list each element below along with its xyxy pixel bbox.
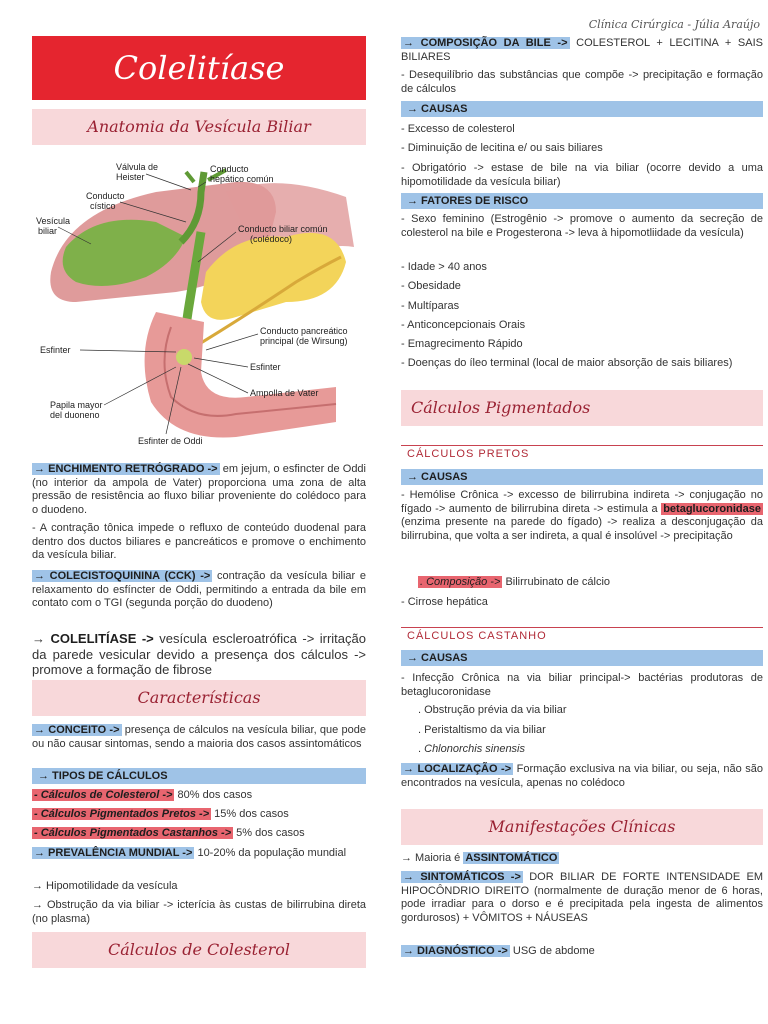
- localizacao-paragraph: [401, 763, 763, 790]
- section-anatomy-title: Anatomia da Vesícula Biliar: [87, 117, 311, 136]
- ampulla-shape: [176, 349, 192, 365]
- fator-item-1: - Sexo feminino (Estrogênio -> promove o aumento da secreção de colesterol na bile e Progesterona -> leva à hipomotliidade da vesícula): [401, 213, 763, 239]
- sintomaticos-label: → SINTOMÁTICOS ->: [403, 871, 521, 883]
- causas-header: → CAUSAS: [401, 101, 763, 117]
- localizacao-text: Formação exclusiva na via biliar, ou seja, não são encontrados na vesícula, apenas no colédoco: [401, 763, 763, 789]
- infeccao-paragraph: - Infecção Crônica na via biliar principal-> bactérias produtoras de betaglucoronidase: [401, 672, 763, 698]
- section-cholesterol-header: [32, 932, 366, 968]
- tipo-colesterol: [32, 789, 366, 803]
- castanho-item-2: . Peristaltismo da via biliar: [418, 724, 546, 736]
- diagram-label-coledoco-2: (colédoco): [250, 234, 293, 244]
- diagram-label-papila-1: Papila mayor: [50, 400, 103, 410]
- diagnostico-text: USG de abdome: [509, 945, 595, 957]
- tipos-header: → TIPOS DE CÁLCULOS: [32, 768, 366, 784]
- causa-item-2: - Diminuição de lecitina e/ ou sais biliares: [401, 142, 603, 154]
- colelitiase-text: vesícula escleroatrófica -> irritação da parede vesicular devido a presença dos cálculos -> promove a formação de fibrose: [32, 631, 366, 677]
- tipo-castanhos: [32, 827, 366, 841]
- composicao-pretos: [418, 576, 763, 590]
- sintomaticos-paragraph: [401, 871, 763, 925]
- castanho-causas-header: → CAUSAS: [401, 650, 763, 666]
- section-characteristics-title: Características: [137, 688, 261, 707]
- tipo-pretos: [32, 808, 366, 822]
- diagram-label-esfinter-2: Esfinter: [250, 362, 281, 372]
- diagram-label-conducto: Conducto: [86, 191, 125, 201]
- section-clinical-title: Manifestações Clínicas: [488, 817, 676, 836]
- page-title: Colelitíase: [113, 49, 285, 87]
- conceito-paragraph: [32, 724, 366, 751]
- castanho-rule: [401, 627, 763, 628]
- betaglucoronidase-highlight: betaglucoronidase: [663, 502, 761, 515]
- tipo-castanhos-label: - Cálculos Pigmentados Castanhos ->: [34, 827, 232, 839]
- diagram-label-vesicula: Vesícula: [36, 216, 71, 226]
- fator-item-5: - Anticoncepcionais Orais: [401, 319, 526, 331]
- colelitiase-paragraph: [32, 631, 366, 678]
- section-pigment-header: [401, 390, 763, 426]
- prevalencia-text: 10-20% da população mundial: [194, 847, 347, 859]
- diagram-label-heister: Heister: [116, 172, 145, 182]
- obstrucao-item: → Obstrução da via biliar -> icterícia às custas de bilirrubina direta (no plasma): [32, 899, 366, 925]
- causa-item-3: - Obrigatório -> estase de bile na via biliar (ocorre devido a uma hipomotilidade da vesícula biliar): [401, 162, 763, 188]
- tipo-castanhos-text: 5% dos casos: [233, 827, 305, 839]
- author-header: Clínica Cirúrgica - Júlia Araújo: [588, 18, 760, 31]
- cck-text: contração da vesícula biliar e relaxamento do esfíncter de Oddi, permitindo a entrada da bile em contato com o TGI (segunda porção do duodeno): [32, 570, 366, 610]
- fator-item-6: - Emagrecimento Rápido: [401, 338, 523, 350]
- composicao-text: COLESTEROL + LECITINA + SAIS BILIARES: [401, 37, 764, 63]
- chlonorchis-dot: .: [418, 743, 425, 755]
- composicao-pretos-label: . Composição ->: [420, 576, 501, 588]
- sintomaticos-text: DOR BILIAR DE FORTE INTENSIDADE EM HIPOCÔNDRIO DIREITO (normalmente de duração menor de 6 horas, pode irradiar para o dorso e é precipitada pela ingesta de alimentos gordurosos) + VÔMITOS + NÁUSEAS: [401, 871, 763, 924]
- fatores-header: → FATORES DE RISCO: [401, 193, 763, 209]
- castanho-title: CÁLCULOS CASTANHO: [407, 630, 547, 642]
- maioria-pre: → Maioria é: [401, 852, 464, 864]
- fator-item-7: - Doenças do íleo terminal (local de maior absorção de sais biliares): [401, 357, 733, 369]
- diagram-label-cistico: cístico: [90, 201, 116, 211]
- tipo-pretos-text: 15% dos casos: [211, 808, 289, 820]
- castanho-item-1: . Obstrução prévia da via biliar: [418, 704, 567, 716]
- section-characteristics-header: [32, 680, 366, 716]
- section-anatomy-header: [32, 109, 366, 145]
- diagram-label-esfinter-1: Esfinter: [40, 345, 71, 355]
- diagram-label-ampola: Ampolla de Vater: [250, 388, 319, 398]
- title-banner: [32, 36, 366, 100]
- causa-item-1: - Excesso de colesterol: [401, 123, 515, 135]
- pretos-rule: [401, 445, 763, 446]
- hemolise-pre: - Hemólise Crônica -> excesso de bilirrubina indireta -> conjugação no fígado -> aumento de bilirrubina direta -> estimula a: [401, 489, 763, 515]
- assintomatico-highlight: ASSINTOMÁTICO: [465, 852, 558, 864]
- hipomotilidade-item: → Hipomotilidade da vesícula: [32, 880, 178, 892]
- diagram-label-coledoco-1: Conducto biliar común: [238, 224, 328, 234]
- conceito-text: presença de cálculos na vesícula biliar, que pode ou não causar sintomas, sendo a maioria dos casos assintomáticos: [32, 724, 366, 750]
- cck-paragraph: [32, 570, 366, 611]
- castanho-item-3: [418, 743, 763, 757]
- conceito-label: → CONCEITO ->: [34, 724, 120, 736]
- pretos-title: CÁLCULOS PRETOS: [407, 448, 530, 460]
- diagnostico-paragraph: [401, 945, 763, 959]
- tipo-colesterol-text: 80% dos casos: [174, 789, 253, 801]
- diagram-label-pancreatico-2: principal (de Wirsung): [260, 336, 348, 346]
- fator-item-4: - Multíparas: [401, 300, 460, 312]
- diagram-label-biliar: biliar: [38, 226, 58, 236]
- diagram-label-papila-2: del duoneno: [50, 410, 100, 420]
- cck-label: → COLECISTOQUININA (CCK) ->: [34, 570, 211, 582]
- prevalencia-label: → PREVALÊNCIA MUNDIAL ->: [34, 847, 193, 859]
- desequilibrio-paragraph: - Desequilíbrio das substâncias que compõe -> precipitação e formação de cálculos: [401, 69, 763, 95]
- fator-item-2: - Idade > 40 anos: [401, 261, 487, 273]
- section-cholesterol-title: Cálculos de Colesterol: [108, 940, 290, 959]
- composicao-pretos-text: Bilirrubinato de cálcio: [502, 576, 611, 588]
- gallbladder-illustration: [36, 152, 362, 452]
- maioria-paragraph: [401, 852, 763, 866]
- anatomy-diagram: [36, 152, 362, 452]
- enchimento-paragraph: [32, 463, 366, 517]
- cirrose-item: - Cirrose hepática: [401, 596, 488, 608]
- diagram-label-valvula: Válvula de: [116, 162, 159, 172]
- enchimento-text: em jejum, o esfincter de Oddi (no interior da ampola de Vater) proporciona uma zona de alta pressão de resistência ao fluxo biliar proveniente do colédoco para o duodeno.: [32, 463, 366, 516]
- diagram-label-oddi: Esfinter de Oddi: [138, 436, 203, 446]
- hemolise-paragraph: [401, 489, 763, 543]
- composicao-label: → COMPOSIÇÃO DA BILE ->: [403, 37, 568, 49]
- localizacao-label: → LOCALIZAÇÃO ->: [403, 763, 512, 775]
- fator-item-3: - Obesidade: [401, 280, 461, 292]
- diagnostico-label: → DIAGNÓSTICO ->: [403, 945, 508, 957]
- tipo-pretos-label: - Cálculos Pigmentados Pretos ->: [34, 808, 210, 820]
- contracao-paragraph: - A contração tônica impede o refluxo de conteúdo duodenal para dentro dos ductos biliares e pancreáticos e promove o enchimento da vesícula biliar.: [32, 522, 366, 562]
- composicao-paragraph: [401, 37, 763, 64]
- chlonorchis-name: Chlonorchis sinensis: [424, 743, 526, 755]
- diagram-label-pancreatico-1: Conducto pancreático: [260, 326, 348, 336]
- colelitiase-arrow: →: [32, 631, 51, 646]
- section-pigment-title: Cálculos Pigmentados: [411, 398, 591, 417]
- hemolise-post: (enzima presente na parede do fígado) -> realiza a desconjugação da bilirrubina, que volta a ser indireta, a qual é insolúvel -> precipitação: [401, 516, 763, 542]
- section-clinical-header: [401, 809, 763, 845]
- prevalencia-paragraph: [32, 847, 366, 861]
- enchimento-label: → ENCHIMENTO RETRÓGRADO ->: [34, 463, 218, 475]
- pretos-causas-header: → CAUSAS: [401, 469, 763, 485]
- tipo-colesterol-label: - Cálculos de Colesterol ->: [34, 789, 173, 801]
- diagram-label-hepatico-2: hepático común: [210, 174, 274, 184]
- colelitiase-label: COLELITÍASE ->: [50, 631, 154, 646]
- diagram-label-hepatico-1: Conducto: [210, 164, 249, 174]
